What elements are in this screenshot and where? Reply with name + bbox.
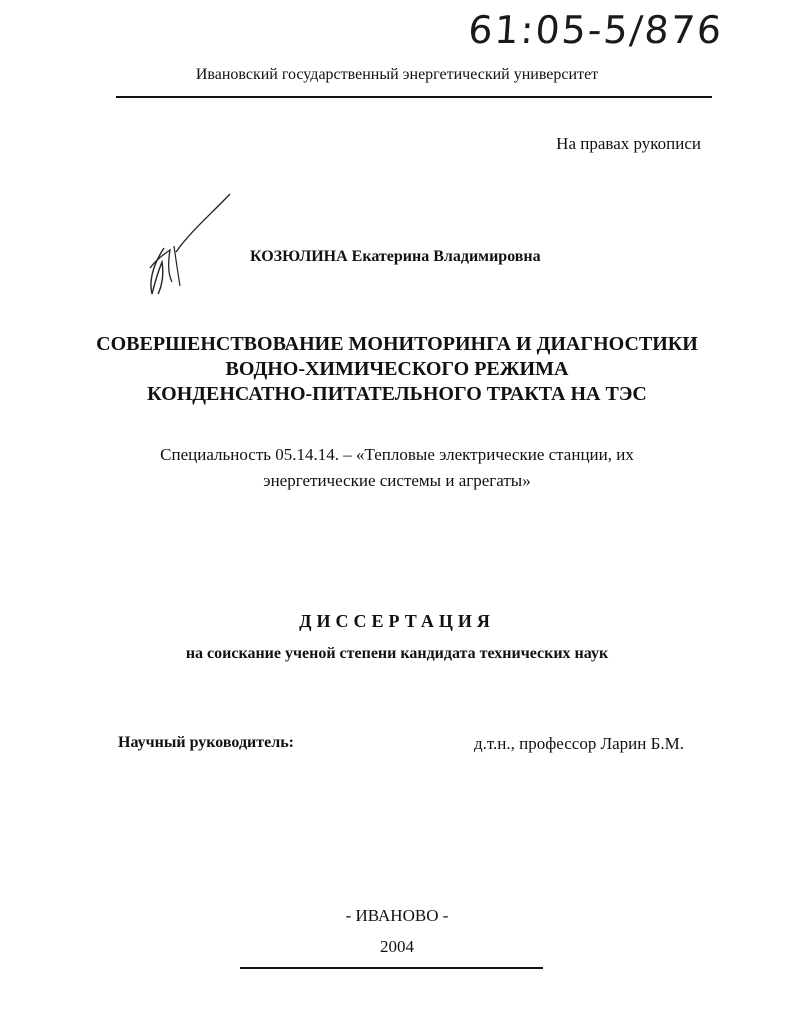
speciality-line: энергетические системы и агрегаты» — [263, 471, 531, 490]
title-line: СОВЕРШЕНСТВОВАНИЕ МОНИТОРИНГА И ДИАГНОСТИКИ — [96, 333, 698, 355]
speciality — [0, 442, 794, 494]
handwritten-catalog-code: 61:05-5/876 — [466, 8, 725, 52]
supervisor-label: Научный руководитель: — [118, 734, 294, 751]
dissertation-subtitle: на соискание ученой степени кандидата технических наук — [185, 645, 609, 662]
dissertation-title — [0, 332, 794, 407]
title-line: ВОДНО-ХИМИЧЕСКОГО РЕЖИМА — [225, 358, 569, 380]
header-divider — [116, 96, 712, 98]
author-name: КОЗЮЛИНА Екатерина Владимировна — [250, 248, 541, 265]
city: - ИВАНОВО - — [345, 906, 449, 925]
year: 2004 — [380, 937, 414, 956]
speciality-line: Специальность 05.14.14. – «Тепловые электрические станции, их — [160, 445, 634, 464]
dissertation-label: ДИССЕРТАЦИЯ — [299, 611, 495, 631]
author-signature — [138, 190, 238, 300]
rights-note: На правах рукописи — [556, 134, 701, 153]
footer-divider — [240, 967, 543, 969]
university-name: Ивановский государственный энергетический университет — [195, 66, 599, 83]
supervisor-name: д.т.н., профессор Ларин Б.М. — [474, 734, 684, 753]
title-line: КОНДЕНСАТНО-ПИТАТЕЛЬНОГО ТРАКТА НА ТЭС — [147, 383, 647, 405]
